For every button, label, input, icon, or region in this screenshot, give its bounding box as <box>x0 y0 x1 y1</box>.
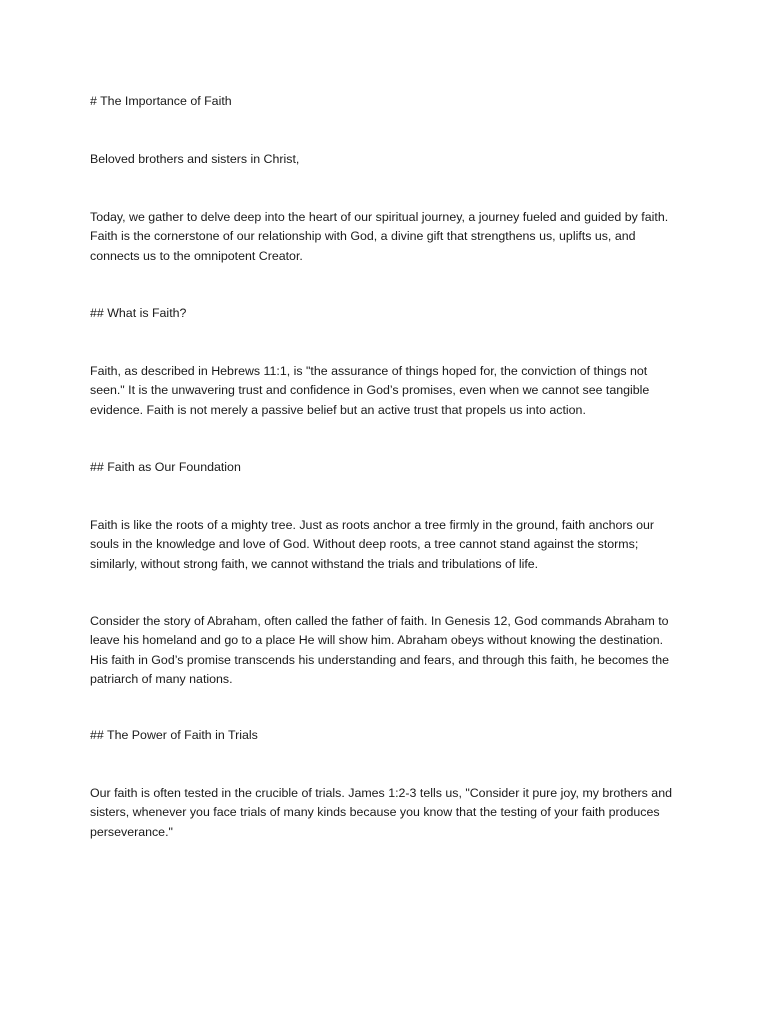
paragraph-abraham: Consider the story of Abraham, often called the father of faith. In Genesis 12, God commands Abraham to leave his homeland and go to a place He will show him. Abraham obeys without knowing the destination. His faith in God’s promise transcends his understanding and fears, and through this faith, he becomes the patriarch of many nations. <box>90 614 670 686</box>
paragraph-trials: Our faith is often tested in the crucible of trials. James 1:2-3 tells us, "Consider it pure joy, my brothers and sisters, whenever you face trials of many kinds because you know that the testing of your faith produces perseverance." <box>90 786 672 839</box>
section-heading-foundation: ## Faith as Our Foundation <box>90 460 241 474</box>
paragraph-tree-roots: Faith is like the roots of a mighty tree. Just as roots anchor a tree firmly in the ground, faith anchors our souls in the knowledge and love of God. Without deep roots, a tree cannot stand against the storms; similarly, without strong faith, we cannot withstand the trials and tribulations of life. <box>90 518 655 571</box>
section-heading-trials: ## The Power of Faith in Trials <box>90 728 258 742</box>
intro-paragraph: Today, we gather to delve deep into the heart of our spiritual journey, a journey fueled and guided by faith. Faith is the cornerstone of our relationship with God, a divine gift that strengthens us, uplifts us, and connects us to the omnipotent Creator. <box>90 210 669 263</box>
section-heading-what-is-faith: ## What is Faith? <box>90 306 187 320</box>
salutation: Beloved brothers and sisters in Christ, <box>90 152 300 166</box>
paragraph-what-is-faith: Faith, as described in Hebrews 11:1, is "the assurance of things hoped for, the conviction of things not seen." It is the unwavering trust and confidence in God’s promises, even when we cannot see tangible evidence. Faith is not merely a passive belief but an active trust that propels us into action. <box>90 364 650 417</box>
document-title: # The Importance of Faith <box>90 94 232 108</box>
